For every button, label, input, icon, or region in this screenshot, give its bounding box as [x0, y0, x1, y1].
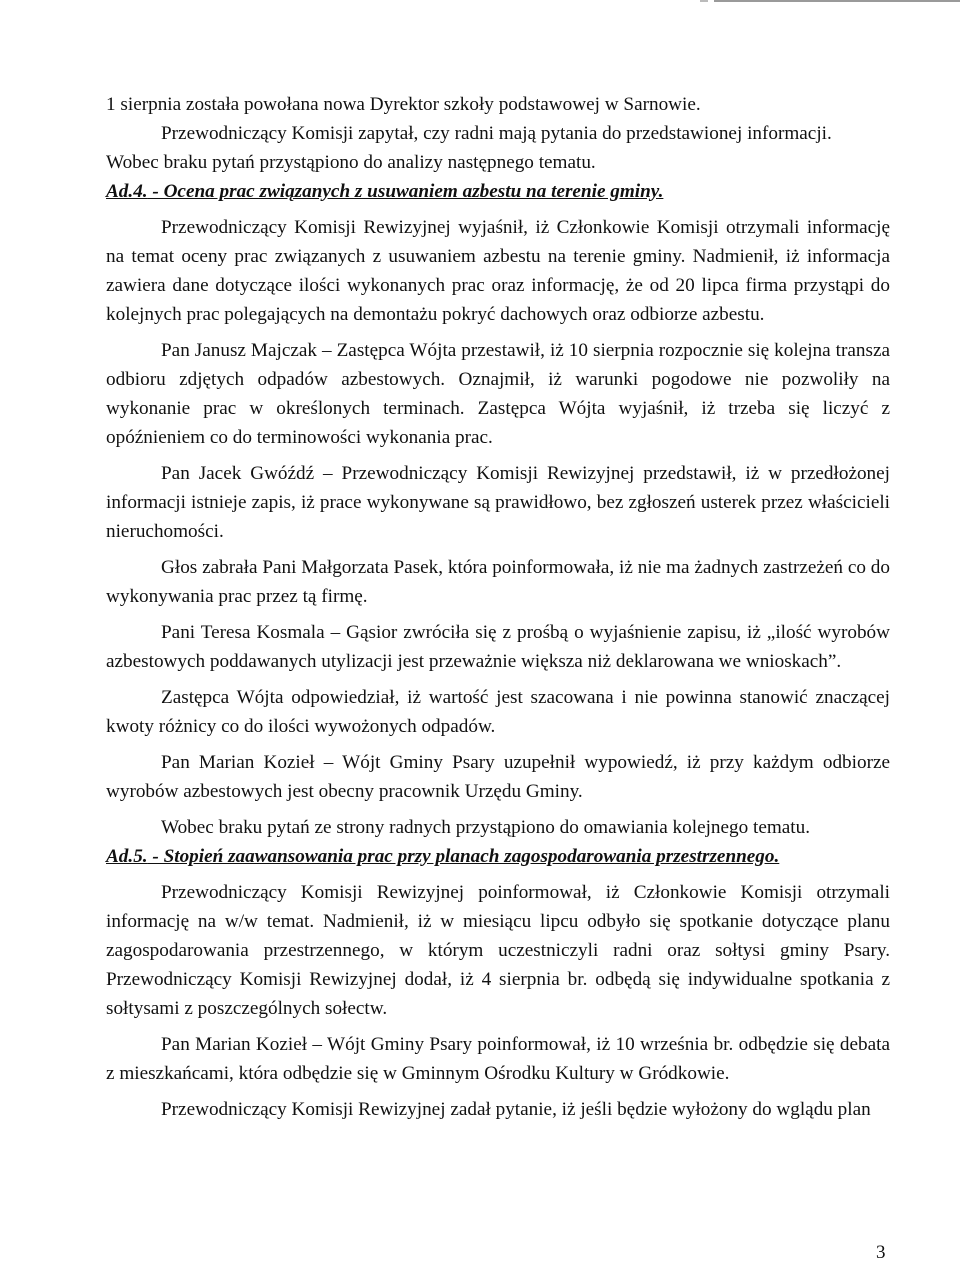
paragraph-questions: Przewodniczący Komisji zapytał, czy radni mają pytania do przedstawionej informacji. [161, 123, 832, 144]
paragraph-debate: Pan Marian Kozieł – Wójt Gminy Psary poinformował, iż 10 września br. odbędzie się debata z mieszkańcami, która odbędzie się w Gminnym Ośrodku Kultury w Gródkowie. [106, 1034, 890, 1084]
agenda-heading-4 [106, 177, 890, 206]
agenda-heading-5 [106, 842, 890, 871]
paragraph-asbestos-info: Przewodniczący Komisji Rewizyjnej wyjaśnił, iż Członkowie Komisji otrzymali informację na temat oceny prac związanych z usuwaniem azbestu na terenie gminy. Nadmienił, iż informacja zawiera dane dotyczące ilości wykonanych prac oraz informację, że od 20 lipca firma przystąpi do kolejnych prac polegających na demontażu pokryć dachowych oraz odbiorze azbestu. [106, 217, 890, 325]
agenda-title-4: - Ocena prac związanych z usuwaniem azbestu na terenie gminy. [147, 181, 664, 202]
paragraph-next-topic-2: Wobec braku pytań ze strony radnych przystąpiono do omawiania kolejnego tematu. [161, 817, 811, 838]
paragraph-gwozdz: Pan Jacek Gwóźdź – Przewodniczący Komisji Rewizyjnej przedstawił, iż w przedłożonej informacji istnieje zapis, iż prace wykonywane są prawidłowo, bez zgłoszeń usterek przez właścicieli nieruchomości. [106, 463, 890, 542]
paragraph-koziel-supplement: Pan Marian Kozieł – Wójt Gminy Psary uzupełnił wypowiedź, iż przy każdym odbiorze wyrobów azbestowych jest obecny pracownik Urzędu Gminy. [106, 752, 890, 802]
paragraph-kosmala: Pani Teresa Kosmala – Gąsior zwróciła się z prośbą o wyjaśnienie zapisu, iż „ilość wyrobów azbestowych poddawanych utylizacji jest przeważnie większa niż deklarowana we wnioskach”. [106, 622, 890, 672]
corner-scan-rule [700, 0, 960, 2]
paragraph-pasek: Głos zabrała Pani Małgorzata Pasek, która poinformowała, iż nie ma żadnych zastrzeżeń co do wykonywania prac przez tą firmę. [106, 557, 890, 607]
paragraph-plan-question: Przewodniczący Komisji Rewizyjnej zadał pytanie, iż jeśli będzie wyłożony do wglądu plan [161, 1099, 871, 1120]
paragraph-new-director: 1 sierpnia została powołana nowa Dyrektor szkoły podstawowej w Sarnowie. [106, 94, 701, 115]
paragraph-spatial-plan: Przewodniczący Komisji Rewizyjnej poinformował, iż Członkowie Komisji otrzymali informację na w/w temat. Nadmienił, iż w miesiącu lipcu odbyło się spotkanie dotyczące planu zagospodarowania przestrzennego, w którym uczestniczyli radni oraz sołtysi gminy Psary. Przewodniczący Komisji Rewizyjnej dodał, iż 4 sierpnia br. odbędą się indywidualne spotkania z sołtysami z poszczególnych sołectw. [106, 882, 890, 1019]
paragraph-majczak: Pan Janusz Majczak – Zastępca Wójta przestawił, iż 10 sierpnia rozpocznie się kolejna transza odbioru zdjętych odpadów azbestowych. Oznajmił, iż warunki pogodowe nie pozwoliły na wykonanie prac w określonych terminach. Zastępca Wójta wyjaśnił, iż trzeba się liczyć z opóźnieniem co do terminowości wykonania prac. [106, 340, 890, 448]
document-body [106, 90, 890, 1124]
agenda-label-5: Ad.5. [106, 846, 148, 867]
page-number: 3 [876, 1242, 886, 1263]
paragraph-deputy-answer: Zastępca Wójta odpowiedział, iż wartość jest szacowana i nie powinna stanowić znaczącej kwoty różnicy co do ilości wywożonych odpadów. [106, 687, 890, 737]
agenda-title-5: - Stopień zaawansowania prac przy planach zagospodarowania przestrzennego. [147, 846, 780, 867]
agenda-label-4: Ad.4. [106, 181, 148, 202]
paragraph-next-topic: Wobec braku pytań przystąpiono do analizy następnego tematu. [106, 152, 596, 173]
